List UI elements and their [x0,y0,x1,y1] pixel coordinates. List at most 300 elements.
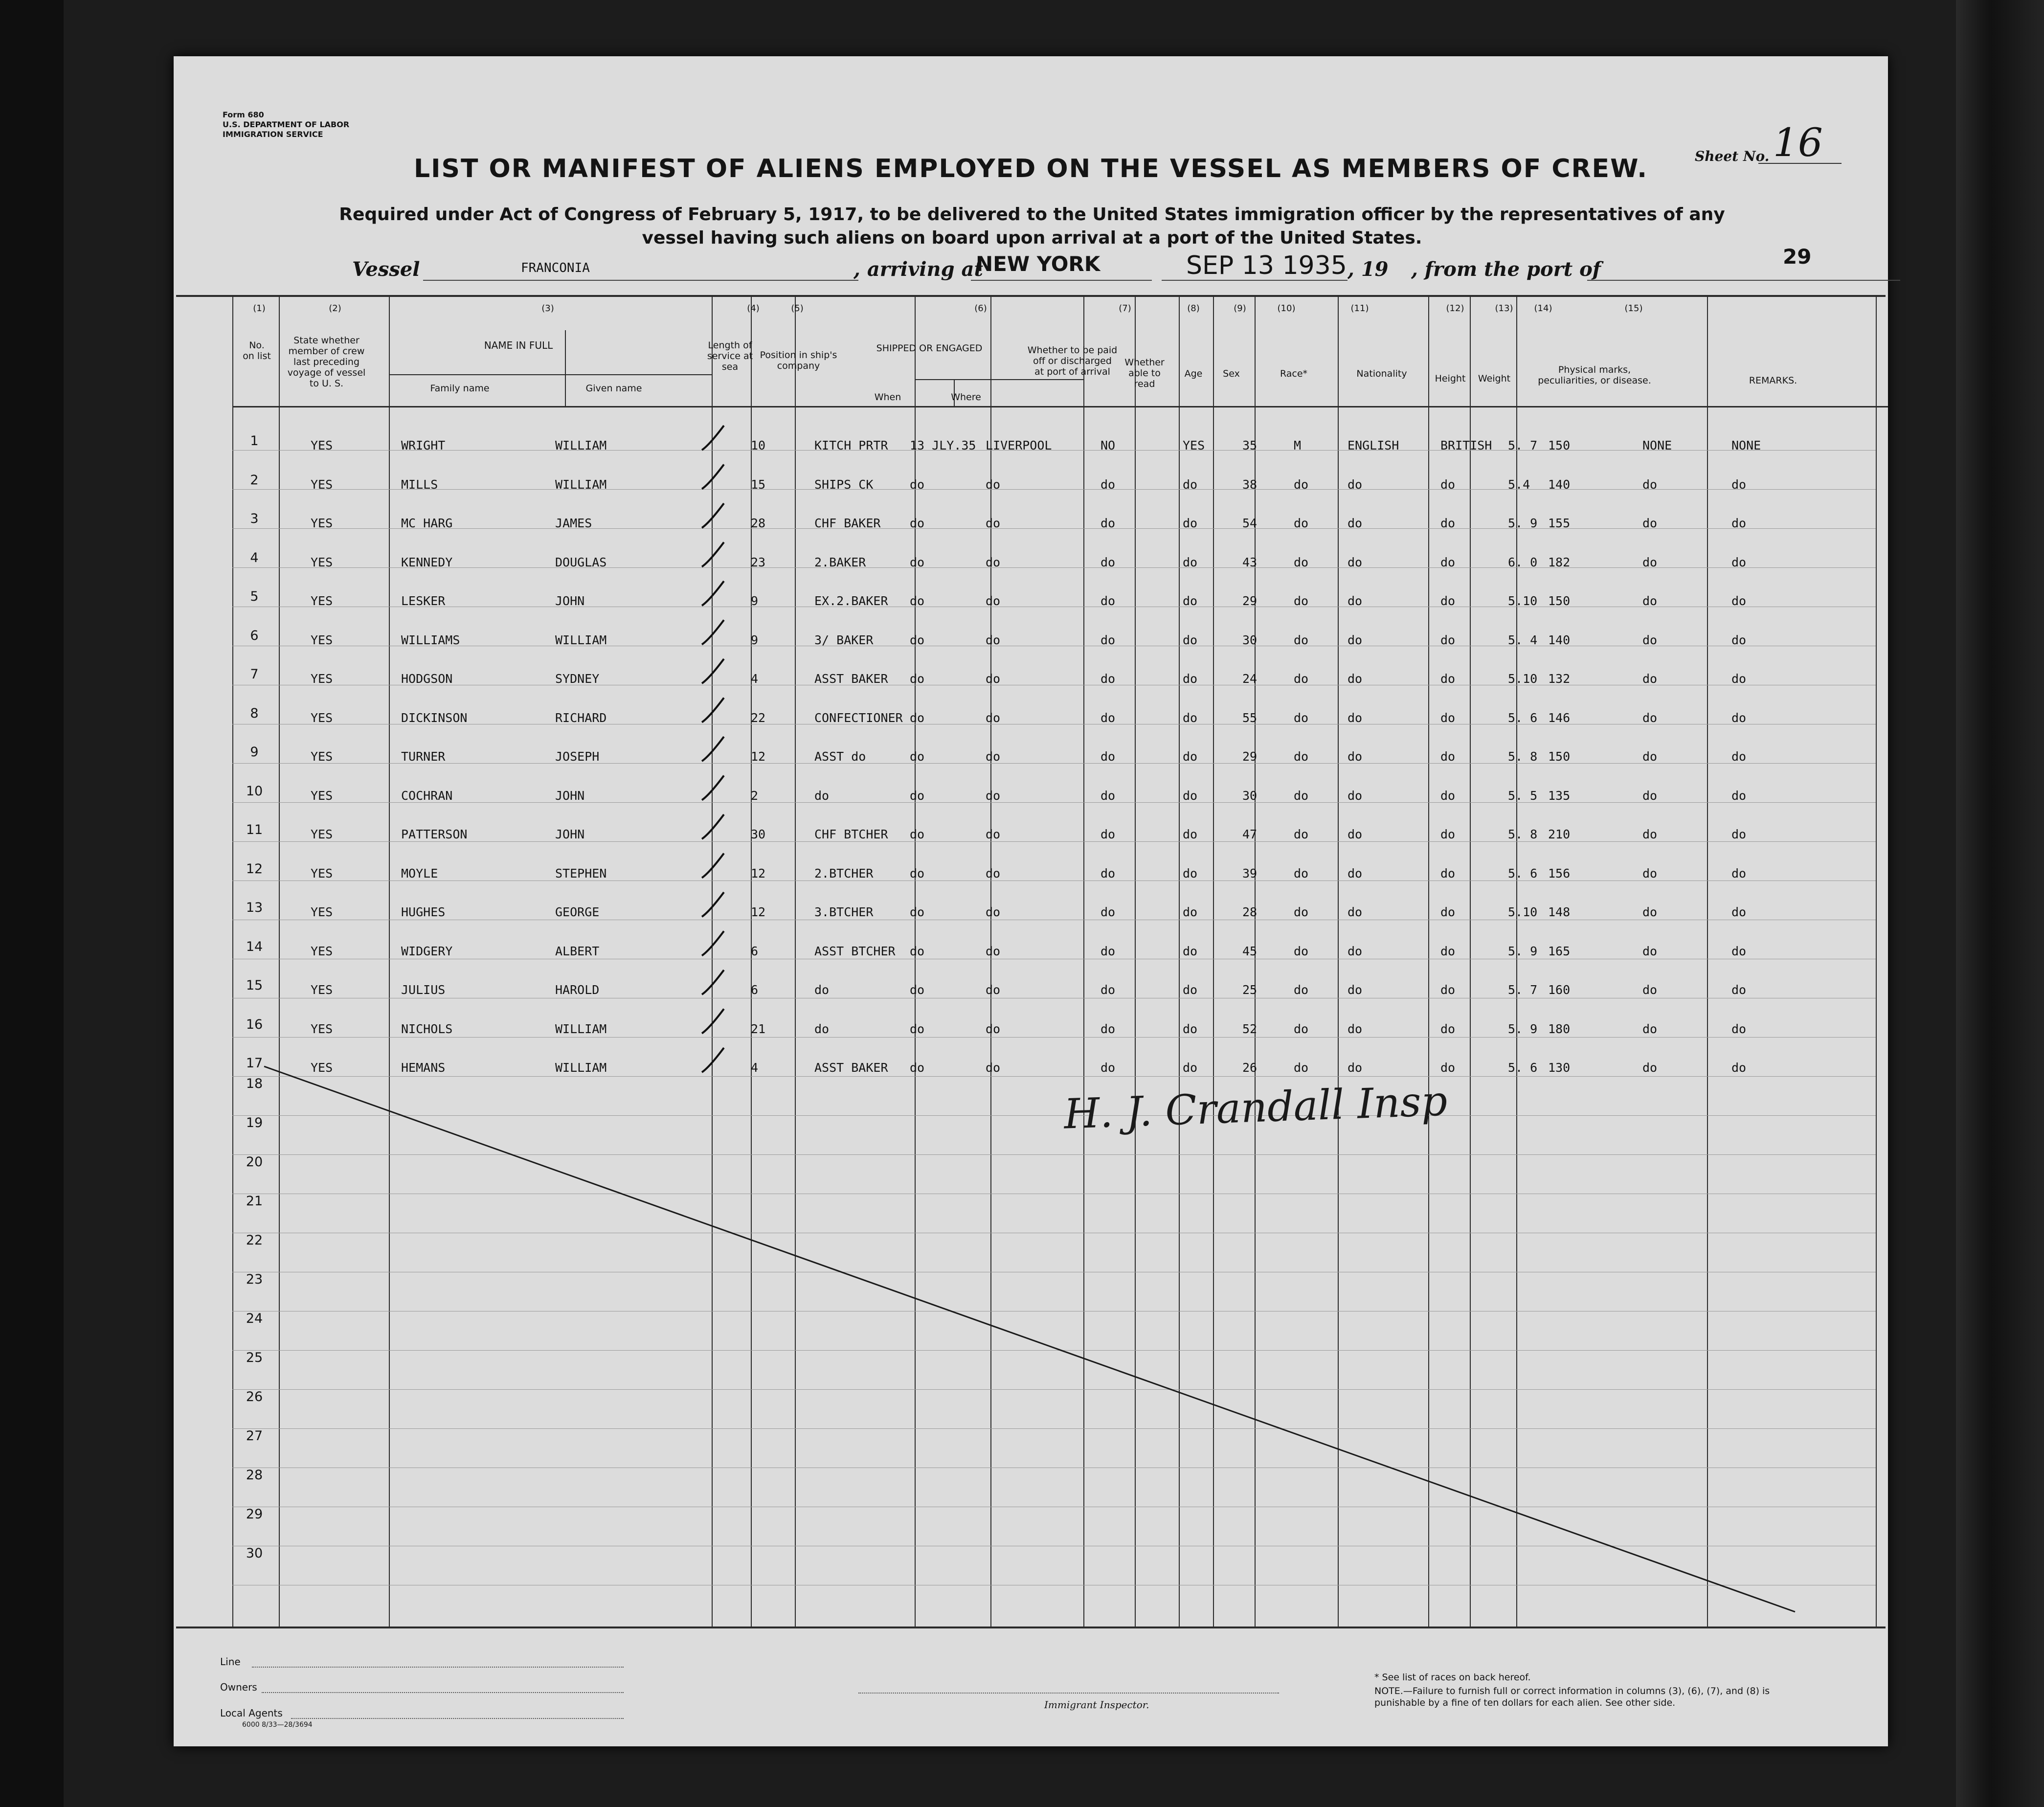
header-age: Age [1184,368,1203,379]
cell-position: 2.BTCHER [814,866,874,881]
cell-where: do [986,944,1001,958]
cell-remarks: do [1731,516,1747,530]
footer-print-code: 6000 8/33—28/3694 [242,1721,313,1729]
column-number: (11) [1350,303,1369,314]
cell-sex: do [1294,477,1309,492]
cell-family: MILLS [401,477,438,492]
cell-prev: YES [311,516,333,530]
cell-read: do [1183,827,1198,841]
cell-prev: YES [311,789,333,803]
footer-penalty-note: NOTE.—Failure to furnish full or correct information in columns (3), (6), (7), and (8) is punishable by a fine of ten dollars for each alien. See other side. [1374,1686,1770,1708]
cell-height: 5. 9 [1508,516,1538,530]
cell-family: HUGHES [401,905,446,919]
cell-age: 30 [1242,633,1258,647]
cell-age: 52 [1242,1022,1258,1036]
cell-nationality: do [1440,477,1456,492]
cell-position: 3/ BAKER [814,633,874,647]
cell-weight: 182 [1548,555,1571,569]
cell-age: 26 [1242,1061,1258,1075]
row-number: 12 [246,861,263,877]
form-department: U.S. DEPARTMENT OF LABOR [223,120,350,129]
cell-when: do [910,477,925,492]
cell-read: do [1183,633,1198,647]
cell-given: WILLIAM [555,1022,607,1036]
inspector-signature-field [858,1693,1279,1694]
cell-position: ASST BAKER [814,672,888,686]
cell-remarks: do [1731,866,1747,881]
cell-length: 12 [751,749,766,764]
cell-height: 5.10 [1508,672,1538,686]
cell-marks: do [1642,983,1658,997]
cell-sex: do [1294,866,1309,881]
cell-where: do [986,555,1001,569]
cell-age: 39 [1242,866,1258,881]
cell-height: 5. 8 [1508,827,1538,841]
cell-paid: NO [1101,438,1116,452]
cell-paid: do [1101,749,1116,764]
cell-age: 30 [1242,789,1258,803]
cell-remarks: do [1731,477,1747,492]
cell-read: do [1183,983,1198,997]
cell-when: do [910,555,925,569]
cell-age: 55 [1242,711,1258,725]
cell-length: 28 [751,516,766,530]
cell-race: do [1348,672,1363,686]
cell-given: ALBERT [555,944,600,958]
cell-read: do [1183,789,1198,803]
cell-where: do [986,477,1001,492]
cell-where: do [986,633,1001,647]
cell-marks: do [1642,1061,1658,1075]
cell-sex: do [1294,1022,1309,1036]
column-number: (10) [1277,303,1296,314]
cell-paid: do [1101,944,1116,958]
cell-paid: do [1101,477,1116,492]
cell-given: WILLIAM [555,1061,607,1075]
cell-length: 4 [751,1061,759,1075]
cell-nationality: do [1440,594,1456,608]
cell-family: WILLIAMS [401,633,460,647]
cell-sex: do [1294,789,1309,803]
cell-where: do [986,516,1001,530]
footer-line-label: Line [220,1656,241,1668]
column-number: (6) [974,303,987,314]
arrival-date: SEP 13 1935 [1186,251,1347,280]
cell-remarks: do [1731,594,1747,608]
cell-family: MOYLE [401,866,438,881]
cell-weight: 146 [1548,711,1571,725]
cell-marks: do [1642,944,1658,958]
cell-where: do [986,866,1001,881]
cell-read: do [1183,1022,1198,1036]
page-title: LIST OR MANIFEST OF ALIENS EMPLOYED ON THE VESSEL AS MEMBERS OF CREW. [414,154,1648,183]
cell-read: do [1183,1061,1198,1075]
cell-weight: 165 [1548,944,1571,958]
column-number: (1) [253,303,266,314]
cell-when: do [910,905,925,919]
cell-family: TURNER [401,749,446,764]
cell-marks: do [1642,672,1658,686]
form-service: IMMIGRATION SERVICE [223,130,323,139]
cell-nationality: do [1440,827,1456,841]
cell-remarks: do [1731,711,1747,725]
cell-read: do [1183,477,1198,492]
cell-family: JULIUS [401,983,446,997]
cell-race: do [1348,555,1363,569]
cell-read: do [1183,555,1198,569]
form-number: Form 680 [223,110,264,119]
cell-length: 6 [751,983,759,997]
cell-position: SHIPS CK [814,477,874,492]
cell-read: do [1183,944,1198,958]
cell-sex: do [1294,633,1309,647]
header-weight: Weight [1478,373,1511,384]
cell-sex: do [1294,944,1309,958]
cell-given: WILLIAM [555,477,607,492]
cell-given: WILLIAM [555,633,607,647]
cell-prev: YES [311,1061,333,1075]
cell-given: SYDNEY [555,672,600,686]
cell-marks: do [1642,905,1658,919]
cell-height: 5. 9 [1508,1022,1538,1036]
empty-row-number: 28 [246,1468,263,1483]
cell-position: ASST BTCHER [814,944,896,958]
header-name-in-full: NAME IN FULL [484,339,553,351]
column-number: (15) [1624,303,1643,314]
footer-agents-label: Local Agents [220,1707,283,1719]
cell-race: do [1348,1022,1363,1036]
cell-sex: do [1294,749,1309,764]
cell-family: KENNEDY [401,555,453,569]
cell-paid: do [1101,983,1116,997]
cell-height: 5. 5 [1508,789,1538,803]
row-number: 1 [250,433,259,449]
cell-position: 2.BAKER [814,555,866,569]
cell-where: do [986,905,1001,919]
empty-row-number: 24 [246,1311,263,1326]
cell-read: YES [1183,438,1205,452]
header-family-name: Family name [430,383,490,394]
cell-when: do [910,594,925,608]
empty-row-number: 30 [246,1546,263,1561]
cell-race: do [1348,633,1363,647]
row-number: 16 [246,1017,263,1032]
cell-paid: do [1101,866,1116,881]
column-number: (14) [1534,303,1552,314]
cell-paid: do [1101,905,1116,919]
cell-nationality: do [1440,516,1456,530]
empty-row-number: 18 [246,1076,263,1091]
cell-prev: YES [311,711,333,725]
cell-marks: do [1642,866,1658,881]
cell-family: DICKINSON [401,711,468,725]
column-number: (13) [1495,303,1513,314]
cell-age: 29 [1242,594,1258,608]
year-label: , 19 [1348,258,1389,281]
cell-prev: YES [311,594,333,608]
row-number: 11 [246,822,263,837]
cell-when: do [910,711,925,725]
cell-weight: 130 [1548,1061,1571,1075]
cell-family: WIDGERY [401,944,453,958]
cell-when: do [910,633,925,647]
empty-row-number: 20 [246,1154,263,1170]
cell-read: do [1183,516,1198,530]
cell-read: do [1183,905,1198,919]
row-number: 8 [250,706,259,721]
cell-paid: do [1101,1061,1116,1075]
cell-race: do [1348,1061,1363,1075]
cell-race: ENGLISH [1348,438,1399,452]
cell-read: do [1183,594,1198,608]
cell-when: do [910,827,925,841]
header-given-name: Given name [585,383,642,394]
cell-given: DOUGLAS [555,555,607,569]
from-port-label: , from the port of [1411,258,1601,281]
cell-marks: do [1642,711,1658,725]
cell-remarks: do [1731,789,1747,803]
cell-given: JAMES [555,516,592,530]
cell-position: ASST do [814,749,866,764]
cell-race: do [1348,749,1363,764]
cell-length: 15 [751,477,766,492]
cell-length: 9 [751,594,759,608]
sheet-number: 16 [1773,120,1823,165]
cell-family: NICHOLS [401,1022,453,1036]
column-number: (4) [747,303,760,314]
cell-marks: do [1642,633,1658,647]
footer-races-note: * See list of races on back hereof. [1374,1672,1531,1683]
cell-remarks: do [1731,827,1747,841]
cell-weight: 150 [1548,438,1571,452]
cell-nationality: do [1440,789,1456,803]
cell-height: 5. 7 [1508,438,1538,452]
cell-length: 6 [751,944,759,958]
cell-remarks: do [1731,905,1747,919]
row-number: 3 [250,511,259,526]
cell-remarks: do [1731,983,1747,997]
empty-row-number: 29 [246,1507,263,1522]
cell-given: WILLIAM [555,438,607,452]
cell-marks: NONE [1642,438,1672,452]
cell-weight: 140 [1548,633,1571,647]
header-paid-off: Whether to be paid off or discharged at port of arrival [1027,345,1118,377]
header-able-to-read: Whether able to read [1124,357,1165,389]
cell-height: 5. 6 [1508,866,1538,881]
header-previous-voyage: State whether member of crew last preceding voyage of vessel to U. S. [287,335,366,389]
cell-height: 5. 4 [1508,633,1538,647]
cell-height: 5. 9 [1508,944,1538,958]
column-number: (9) [1234,303,1246,314]
cell-marks: do [1642,749,1658,764]
cell-nationality: do [1440,1061,1456,1075]
cell-length: 22 [751,711,766,725]
column-number: (5) [791,303,804,314]
cell-prev: YES [311,827,333,841]
cell-read: do [1183,749,1198,764]
cell-where: LIVERPOOL [986,438,1052,452]
cell-remarks: NONE [1731,438,1761,452]
cell-length: 9 [751,633,759,647]
cell-height: 5.10 [1508,594,1538,608]
cell-paid: do [1101,827,1116,841]
cell-paid: do [1101,516,1116,530]
header-nationality: Nationality [1356,368,1407,379]
cell-given: JOHN [555,594,585,608]
footer-owners-label: Owners [220,1681,257,1693]
cell-remarks: do [1731,1061,1747,1075]
row-number: 2 [250,473,259,488]
cell-when: do [910,944,925,958]
cell-nationality: do [1440,983,1456,997]
cell-given: GEORGE [555,905,600,919]
cell-sex: do [1294,711,1309,725]
cell-given: RICHARD [555,711,607,725]
empty-row-number: 21 [246,1194,263,1209]
empty-row-number: 26 [246,1389,263,1404]
row-number: 17 [246,1056,263,1071]
cell-length: 2 [751,789,759,803]
header-remarks: REMARKS. [1749,375,1797,386]
cell-age: 28 [1242,905,1258,919]
cell-where: do [986,1061,1001,1075]
cell-where: do [986,711,1001,725]
empty-row-number: 27 [246,1428,263,1444]
cell-marks: do [1642,477,1658,492]
row-number: 13 [246,900,263,915]
cell-sex: do [1294,905,1309,919]
cell-length: 10 [751,438,766,452]
cell-weight: 140 [1548,477,1571,492]
cell-age: 43 [1242,555,1258,569]
cell-when: do [910,866,925,881]
cell-marks: do [1642,1022,1658,1036]
cell-given: STEPHEN [555,866,607,881]
row-number: 7 [250,667,259,682]
cell-position: CHF BAKER [814,516,881,530]
cell-read: do [1183,672,1198,686]
cell-weight: 156 [1548,866,1571,881]
cell-length: 12 [751,866,766,881]
cell-paid: do [1101,711,1116,725]
cell-prev: YES [311,555,333,569]
cell-nationality: do [1440,749,1456,764]
cell-prev: YES [311,944,333,958]
empty-row-number: 25 [246,1350,263,1365]
cell-family: HEMANS [401,1061,446,1075]
cell-length: 30 [751,827,766,841]
cell-read: do [1183,866,1198,881]
cell-race: do [1348,477,1363,492]
empty-row-number: 23 [246,1272,263,1287]
cell-paid: do [1101,594,1116,608]
cell-where: do [986,1022,1001,1036]
cell-height: 5. 6 [1508,711,1538,725]
cell-family: PATTERSON [401,827,468,841]
cell-prev: YES [311,633,333,647]
header-race: Race* [1280,368,1308,379]
cell-nationality: do [1440,672,1456,686]
row-number: 10 [246,784,263,799]
cell-age: 29 [1242,749,1258,764]
cell-race: do [1348,516,1363,530]
cell-sex: M [1294,438,1302,452]
cell-sex: do [1294,516,1309,530]
cell-weight: 150 [1548,749,1571,764]
cell-when: do [910,1022,925,1036]
cell-age: 45 [1242,944,1258,958]
cell-race: do [1348,594,1363,608]
row-number: 6 [250,628,259,643]
cell-weight: 135 [1548,789,1571,803]
cell-position: do [814,983,830,997]
cell-weight: 180 [1548,1022,1571,1036]
cell-when: do [910,789,925,803]
cell-age: 54 [1242,516,1258,530]
cell-remarks: do [1731,633,1747,647]
cell-age: 24 [1242,672,1258,686]
cell-position: do [814,789,830,803]
page-subtitle: Required under Act of Congress of February 5, 1917, to be delivered to the United States immigration officer by the representatives of any vessel having such aliens on board upon arrival at a port of the United States. [339,204,1725,248]
cell-nationality: do [1440,944,1456,958]
cell-race: do [1348,711,1363,725]
footer-agents-field [291,1718,624,1719]
cell-family: HODGSON [401,672,453,686]
footer-owners-field [262,1692,624,1693]
empty-row-number: 19 [246,1115,263,1130]
cell-marks: do [1642,827,1658,841]
cell-sex: do [1294,1061,1309,1075]
column-number: (7) [1119,303,1131,314]
column-number: (2) [329,303,341,314]
arriving-label: , arriving at [854,258,983,281]
cell-weight: 210 [1548,827,1571,841]
cell-given: JOHN [555,789,585,803]
cell-family: LESKER [401,594,446,608]
cell-where: do [986,672,1001,686]
footer-inspector-label: Immigrant Inspector. [1044,1699,1149,1711]
cell-sex: do [1294,983,1309,997]
column-number: (8) [1187,303,1200,314]
cell-height: 5. 8 [1508,749,1538,764]
header-physical-marks: Physical marks, peculiarities, or disease. [1538,364,1651,386]
cell-nationality: do [1440,711,1456,725]
cell-length: 4 [751,672,759,686]
cell-length: 21 [751,1022,766,1036]
cell-position: do [814,1022,830,1036]
cell-position: KITCH PRTR [814,438,888,452]
cell-sex: do [1294,827,1309,841]
cell-position: CHF BTCHER [814,827,888,841]
cell-weight: 155 [1548,516,1571,530]
header-where: Where [951,392,981,403]
cell-race: do [1348,905,1363,919]
header-shipped-or-engaged: SHIPPED OR ENGAGED [876,343,983,354]
cell-remarks: do [1731,555,1747,569]
row-number: 4 [250,550,259,565]
cell-given: JOSEPH [555,749,600,764]
cell-weight: 160 [1548,983,1571,997]
cell-age: 35 [1242,438,1258,452]
cell-family: MC HARG [401,516,453,530]
cell-height: 5. 6 [1508,1061,1538,1075]
vessel-label: Vessel [352,258,420,281]
cell-remarks: do [1731,944,1747,958]
cell-prev: YES [311,983,333,997]
cell-nationality: do [1440,1022,1456,1036]
footer-line-field [252,1667,624,1668]
cell-when: do [910,516,925,530]
